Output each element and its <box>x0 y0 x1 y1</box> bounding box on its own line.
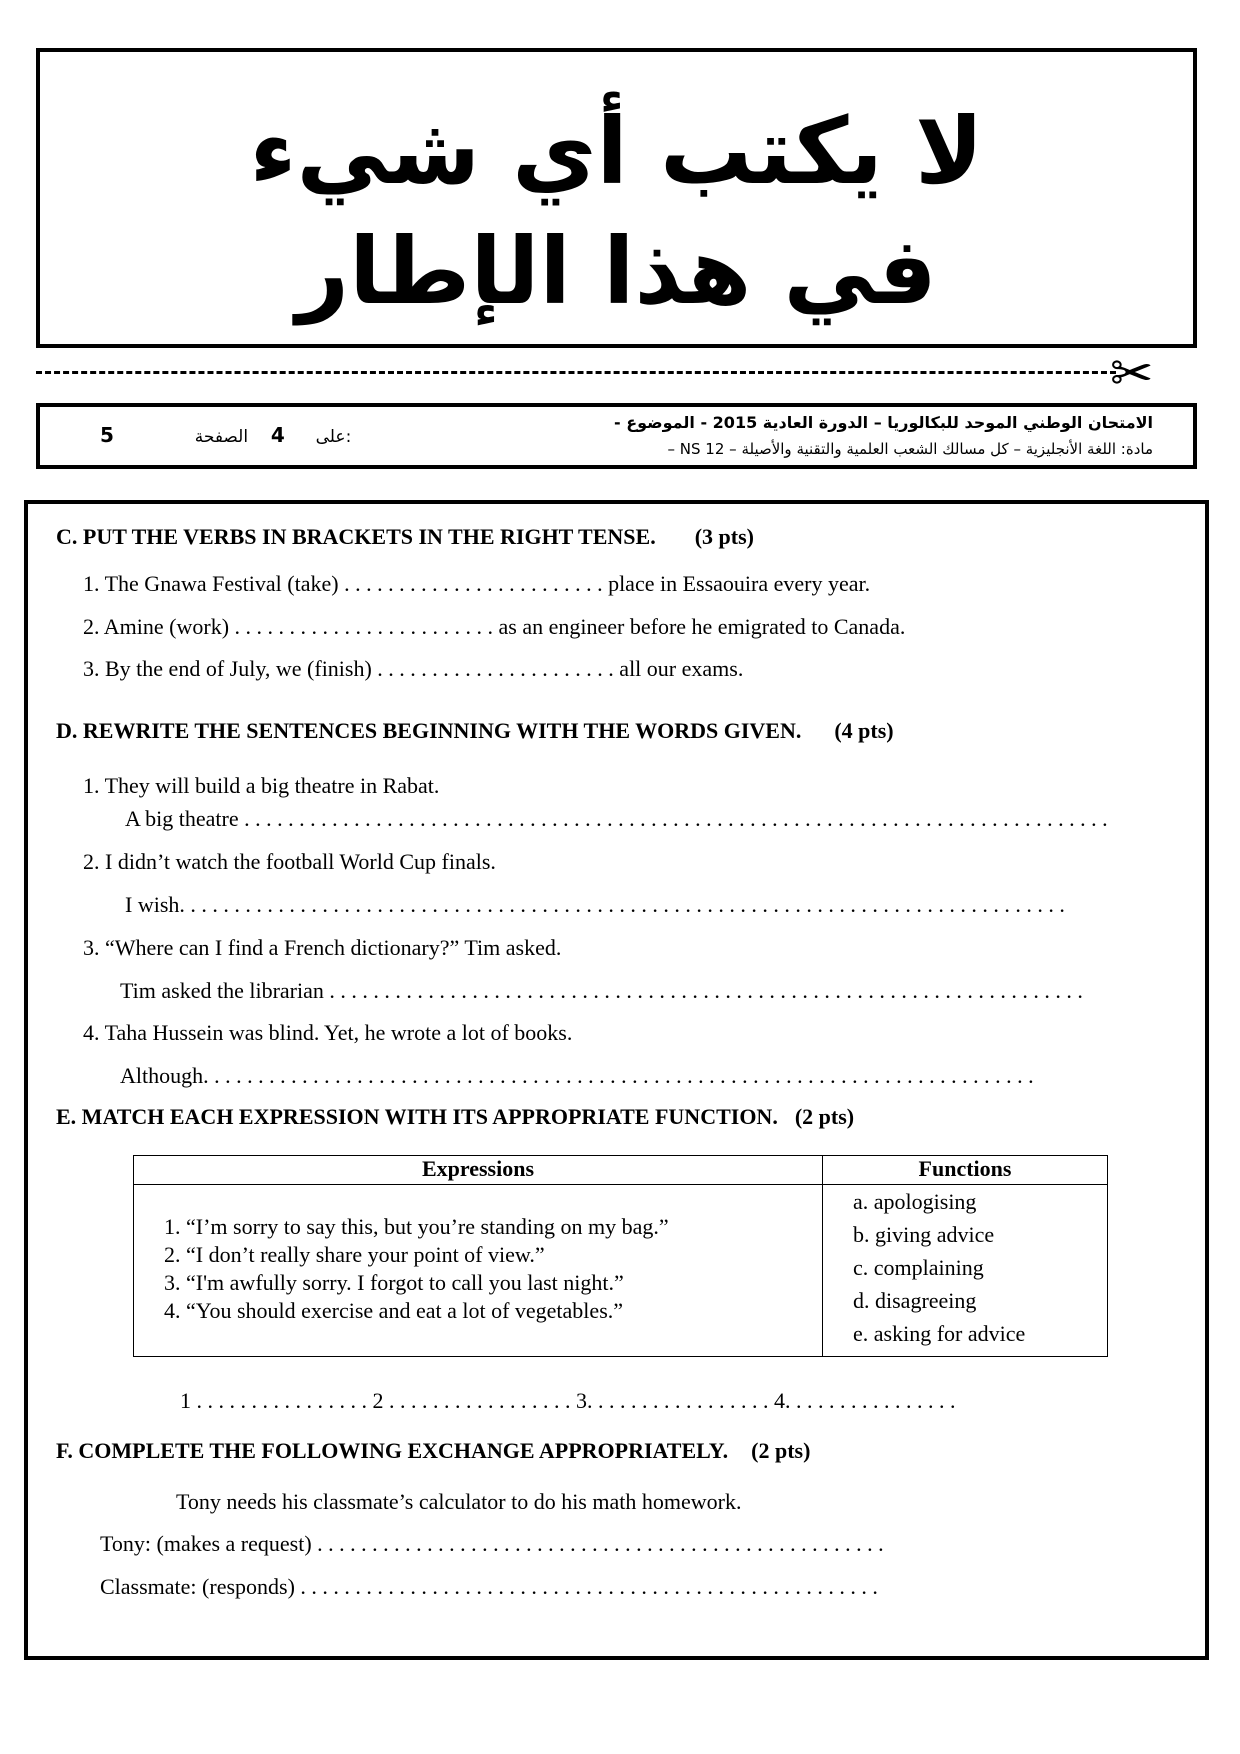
expressions-cell <box>134 1185 823 1357</box>
functions-cell <box>823 1185 1108 1357</box>
c-item-3: 3. By the end of July, we (finish) . . . . . . . . . . . . . . . . . . . . . . all our exams. <box>83 656 744 681</box>
do-not-write-line-2: في هذا الإطار <box>296 218 937 325</box>
f-situation: Tony needs his classmate’s calculator to do his math homework. <box>176 1489 742 1514</box>
expression-3: 3. “I'm awfully sorry. I forgot to call you last night.” <box>164 1270 624 1295</box>
section-d-points: (4 pts) <box>834 718 894 743</box>
expression-4: 4. “You should exercise and eat a lot of vegetables.” <box>164 1298 624 1323</box>
page-of-label: على <box>315 427 346 447</box>
d-item-1-answer: A big theatre . . . . . . . . . . . . . . . . . . . . . . . . . . . . . . . . . . . . . . . . . . . . . . . . . . . . . . . . . . . . . . . . . . . . . . . . . . . . . . . <box>125 806 1108 831</box>
f-tony-line: Tony: (makes a request) . . . . . . . . . . . . . . . . . . . . . . . . . . . . . . . . . . . . . . . . . . . . . . . . . . . . <box>100 1531 884 1556</box>
section-e-title: E. MATCH EACH EXPRESSION WITH ITS APPROPRIATE FUNCTION. <box>56 1104 778 1129</box>
d-item-2-answer: I wish. . . . . . . . . . . . . . . . . . . . . . . . . . . . . . . . . . . . . . . . . . . . . . . . . . . . . . . . . . . . . . . . . . . . . . . . . . . . . . . . . <box>125 892 1065 917</box>
cut-line <box>36 371 1116 374</box>
d-item-3-question: 3. “Where can I find a French dictionary?” Tim asked. <box>83 935 562 960</box>
section-d-heading <box>56 718 894 744</box>
page-indicator <box>100 423 351 447</box>
section-f-title: F. COMPLETE THE FOLLOWING EXCHANGE APPROPRIATELY. <box>56 1438 729 1463</box>
f-classmate-line: Classmate: (responds) . . . . . . . . . . . . . . . . . . . . . . . . . . . . . . . . . . . . . . . . . . . . . . . . . . . . . <box>100 1574 878 1599</box>
exam-header <box>36 403 1197 469</box>
d-item-4-answer: Although. . . . . . . . . . . . . . . . . . . . . . . . . . . . . . . . . . . . . . . . . . . . . . . . . . . . . . . . . . . . . . . . . . . . . . . . . . . . <box>120 1063 1034 1088</box>
section-e-heading <box>56 1104 854 1130</box>
do-not-write-box <box>36 48 1197 348</box>
section-d-title: D. REWRITE THE SENTENCES BEGINNING WITH THE WORDS GIVEN. <box>56 718 802 743</box>
page-total: 5 <box>100 423 114 447</box>
expressions-header: Expressions <box>134 1156 823 1185</box>
matching-table <box>133 1155 1108 1357</box>
function-c: c. complaining <box>853 1255 984 1280</box>
section-c-heading <box>56 524 754 550</box>
function-a: a. apologising <box>853 1189 977 1214</box>
page-label: الصفحة: <box>194 427 352 447</box>
expression-2: 2. “I don’t really share your point of view.” <box>164 1242 545 1267</box>
section-e-points: (2 pts) <box>794 1104 855 1129</box>
d-item-1-question: 1. They will build a big theatre in Rabat. <box>83 773 440 798</box>
function-b: b. giving advice <box>853 1222 995 1247</box>
function-e: e. asking for advice <box>853 1321 1026 1346</box>
do-not-write-line-1: لا يكتب أي شيء <box>249 98 984 205</box>
matching-answer-line: 1 . . . . . . . . . . . . . . . . 2 . . . . . . . . . . . . . . . . . 3. . . . . . . . . . . . . . . . . 4. . . . . . . . . . . . . . . . <box>180 1388 956 1413</box>
section-c-title: C. PUT THE VERBS IN BRACKETS IN THE RIGHT TENSE. <box>56 524 656 549</box>
c-item-1: 1. The Gnawa Festival (take) . . . . . . . . . . . . . . . . . . . . . . . . place in Essaouira every year. <box>83 571 871 596</box>
exam-subject: مادة: اللغة الأنجليزية – كل مسالك الشعب العلمية والتقنية والأصيلة – NS 12 – <box>667 440 1153 458</box>
d-item-2-question: 2. I didn’t watch the football World Cup finals. <box>83 849 496 874</box>
function-d: d. disagreeing <box>853 1288 977 1313</box>
d-item-4-question: 4. Taha Hussein was blind. Yet, he wrote a lot of books. <box>83 1020 573 1045</box>
exam-title: الامتحان الوطني الموحد للبكالوريا – الدورة العادية 2015 - الموضوع - <box>614 413 1153 432</box>
exam-content <box>24 500 1209 1660</box>
functions-header: Functions <box>823 1156 1108 1185</box>
expression-1: 1. “I’m sorry to say this, but you’re standing on my bag.” <box>164 1214 669 1239</box>
d-item-3-answer: Tim asked the librarian . . . . . . . . . . . . . . . . . . . . . . . . . . . . . . . . . . . . . . . . . . . . . . . . . . . . . . . . . . . . . . . . . . . . . <box>120 978 1083 1003</box>
c-item-2: 2. Amine (work) . . . . . . . . . . . . . . . . . . . . . . . . as an engineer before he emigrated to Canada. <box>83 614 906 639</box>
scissors-icon: ✂ <box>1110 344 1154 404</box>
page-number: 4 <box>270 423 285 447</box>
section-f-heading <box>56 1438 810 1464</box>
section-f-points: (2 pts) <box>751 1438 811 1463</box>
section-c-points: (3 pts) <box>694 524 754 549</box>
